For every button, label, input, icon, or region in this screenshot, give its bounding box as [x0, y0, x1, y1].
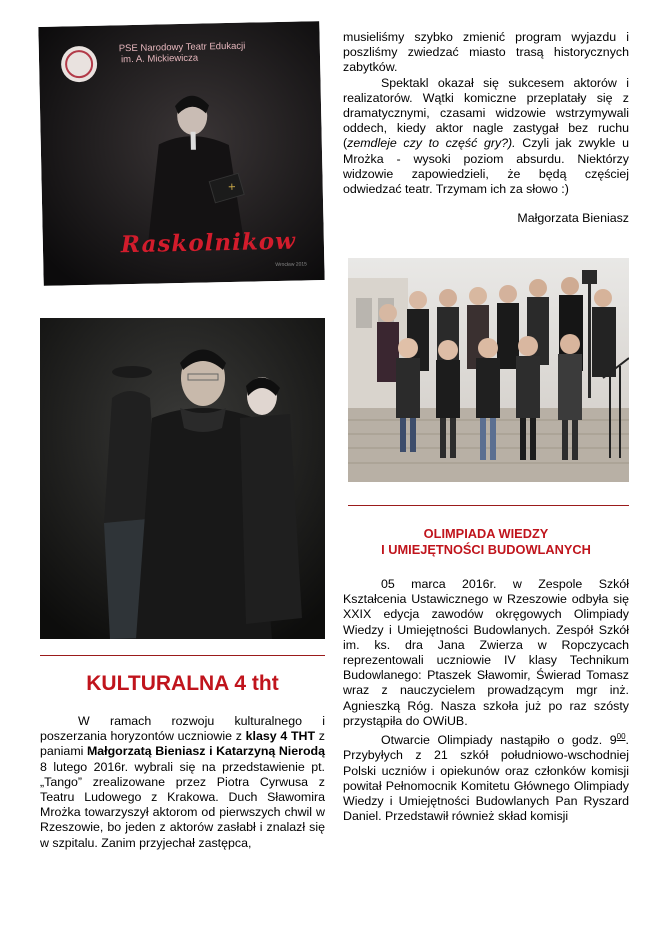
raskolnikow-poster-photo [38, 21, 324, 286]
right-continuation [343, 30, 629, 226]
kulturalna-heading: KULTURALNA 4 tht [86, 672, 279, 695]
kulturalna-text-2: z paniami [40, 729, 325, 759]
olimpiada-p2 [343, 729, 629, 824]
poster-title: Raskolnikow [120, 227, 297, 259]
olimpiada-heading [343, 526, 629, 558]
poster-date: Wrocław 2015 [275, 261, 308, 269]
kulturalna-text-1: W ramach rozwoju kulturalnego i poszerzania horyzontów uczniowie z [40, 714, 325, 744]
left-divider [40, 655, 325, 656]
continuation-p2 [343, 76, 629, 198]
olimpiada-p1: 05 marca 2016r. w Zespole Szkół Kształcenia Ustawicznego w Rzeszowie odbyła się XXIX edycja zawodów okręgowych Olimpiady Wiedzy i Umiejętności Budowlanych. Zespół Szkół im. ks. dra Jana Zwierza w Ropczycach reprezentowali uczniowie IV klasy Technikum Budowlanego: Ptaszek Sławomir, Świerad Tomasz wraz z nauczycielem prowadzącym mgr inż. Agnieszką Róg. Nasza szkoła już po raz szósty przystąpiła do OWiUB. [343, 577, 629, 728]
poster-header-line1: PSE Narodowy Teatr Edukacji [118, 40, 246, 55]
olimpiada-heading-line1: OLIMPIADA WIEDZY [423, 526, 549, 541]
continuation-p2-start: Spektakl okazał się sukcesem aktorów i realizatorów. Wątki komiczne przeplatały się z dramatycznymi, czasami widzowie wstrzymywali oddech, kiedy aktor nagle zastygał bez ruchu ( [343, 75, 629, 151]
right-divider [348, 505, 629, 506]
kulturalna-text-3: 8 lutego 2016r. wybrali się na przedstawienie pt. „Tango” zrealizowane przez Piotra Cyrwusa z Teatru Ludowego z Krakowa. Duch Sławomira Mrożka towarzyszył aktorom od pierwszych chwil w Rzeszowie, bo jeden z aktorów zasłabł i znalazł się w szpitalu. Zanim przyjechał zastępca, [40, 759, 325, 850]
student-group-photo [348, 258, 629, 482]
stage-graphic [40, 318, 325, 639]
olimpiada-time-minutes: 00 [616, 732, 626, 742]
kulturalna-body [40, 714, 325, 851]
stage-performance-photo [40, 318, 325, 639]
continuation-p2-end: Czyli jak zwykle u Mrożka - wysoki poziom absurdu. Niektórzy widzowie zapowiedzieli, że będą częściej odwiedzać teatr. Trzymam ich za słowo :) [343, 136, 629, 197]
poster-header [119, 41, 246, 66]
group-graphic [348, 258, 629, 482]
continuation-p1: musieliśmy szybko zmienić program wyjazdu i poszliśmy zwiedzać miasto trasą historycznych zabytków. [343, 30, 629, 75]
poster-header-line2: im. A. Mickiewicza [120, 52, 199, 66]
olimpiada-p2-end: . Przybyłych z 21 szkół południowo-wschodniej Polski uczniów i opiekunów oraz członków komisji powitał Pełnomocnik Komitetu Głównego Olimpiady Wiedzy i Umiejętności Budowlanych Pan Ryszard Daniel. Przedstawił również skład komisji [343, 733, 629, 824]
olimpiada-p2-start: Otwarcie Olimpiady nastąpiło o godz. 9 [381, 733, 617, 748]
signature: Małgorzata Bieniasz [517, 211, 629, 226]
kulturalna-class: klasy 4 THT [245, 729, 316, 744]
svg-text:+: + [227, 181, 237, 194]
kulturalna-teachers: Małgorzatą Bieniasz i Katarzyną Nierodą [86, 744, 325, 759]
olimpiada-heading-line2: I UMIEJĘTNOŚCI BUDOWLANYCH [381, 542, 591, 557]
continuation-p2-italic: zemdleje czy to część gry?). [347, 136, 516, 151]
olimpiada-body [343, 577, 629, 824]
